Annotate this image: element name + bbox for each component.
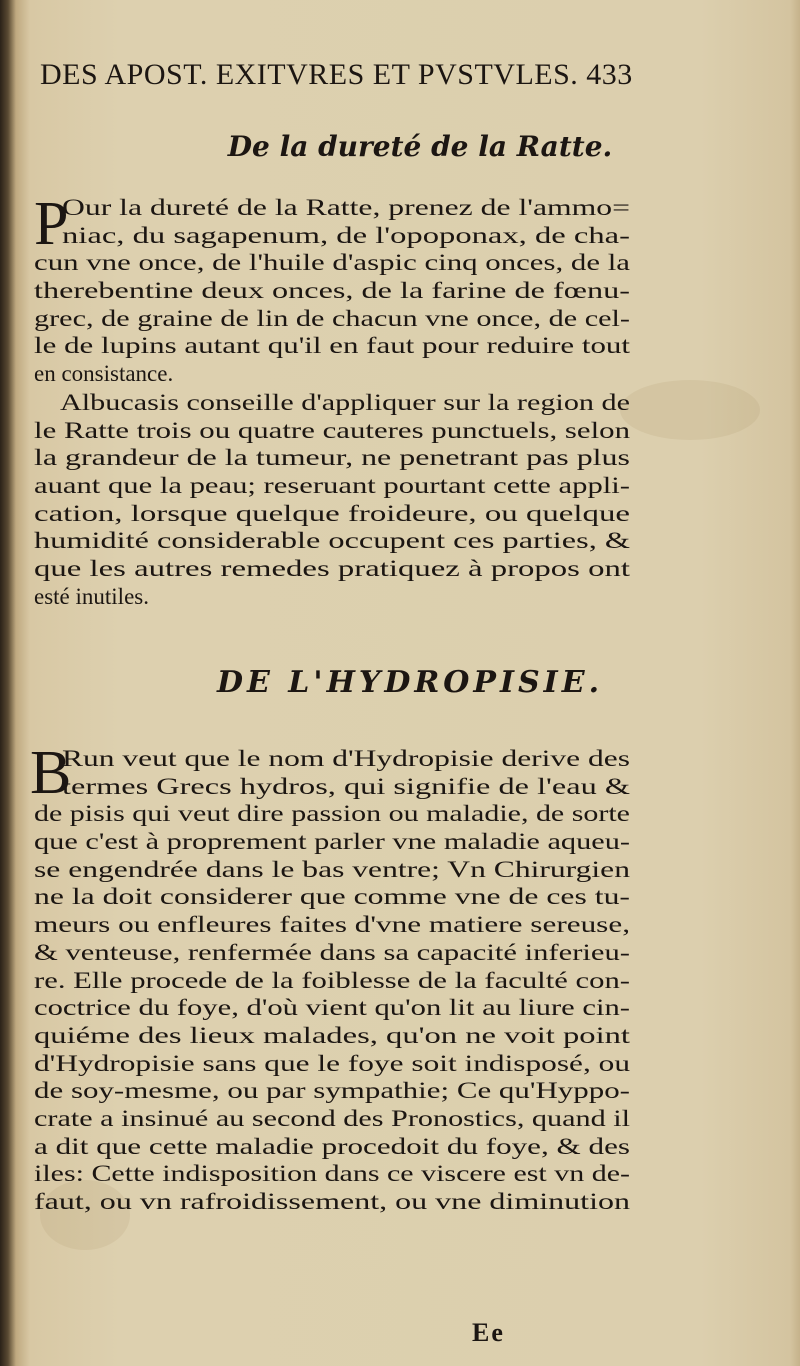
paragraph-albucasis xyxy=(34,389,630,611)
catchword: Ee xyxy=(472,1318,505,1347)
text-line: la grandeur de la tumeur, ne penetrant pas plus xyxy=(34,445,630,471)
text-line: Albucasis conseille d'appliquer sur la region de xyxy=(60,390,630,415)
running-header: DES APOST. EXITVRES ET PVSTVLES. 433 xyxy=(40,58,633,91)
text-line: auant que la peau; reseruant pourtant cette appli- xyxy=(34,473,630,499)
text-line: esté inutiles. xyxy=(34,583,149,609)
text-line: de pisis qui veut dire passion ou maladie, de sorte xyxy=(34,801,630,827)
text-line: crate a insinué au second des Pronostics, quand il xyxy=(34,1105,630,1131)
text-line: grec, de graine de lin de chacun vne once, de cel- xyxy=(34,305,630,331)
text-line: a dit que cette maladie procedoit du foye, & des xyxy=(34,1133,630,1159)
text-line: meurs ou enfleures faites d'vne matiere sereuse, xyxy=(34,912,630,938)
text-line: cation, lorsque quelque froideure, ou quelque xyxy=(34,500,630,526)
text-line: & venteuse, renfermée dans sa capacité inferieu- xyxy=(34,939,630,965)
text-line: de soy-mesme, ou par sympathie; Ce qu'Hyppo- xyxy=(34,1078,630,1104)
text-line: humidité considerable occupent ces parties, & xyxy=(34,528,630,554)
text-line: d'Hydropisie sans que le foye soit indisposé, ou xyxy=(34,1050,630,1076)
paragraph-ratte-recipe xyxy=(34,190,630,388)
drop-cap-p: P xyxy=(34,190,69,258)
text-line: cun vne once, de l'huile d'aspic cinq onces, de la xyxy=(34,250,630,276)
text-line: faut, ou vn rafroidissement, ou vne diminution xyxy=(34,1189,630,1214)
text-line: termes Grecs hydros, qui signifie de l'eau & xyxy=(62,773,630,799)
text-line: le de lupins autant qu'il en faut pour reduire tout xyxy=(34,333,630,359)
text-line: que les autres remedes pratiquez à propos ont xyxy=(34,556,630,582)
text-line: therebentine deux onces, de la farine de fœnu- xyxy=(34,278,630,304)
text-line: ne la doit considerer que comme vne de ces tu- xyxy=(34,884,630,910)
text-line: coctrice du foye, d'où vient qu'on lit au liure cin- xyxy=(34,995,630,1021)
paper-stain xyxy=(620,380,760,440)
text-line: que c'est à proprement parler vne maladie aqueu- xyxy=(34,829,630,855)
drop-cap-b: B xyxy=(30,739,72,807)
text-line: le Ratte trois ou quatre cauteres punctuels, selon xyxy=(34,417,630,443)
text-line: quiéme des lieux malades, qu'on ne voit point xyxy=(34,1022,630,1048)
text-line: se engendrée dans le bas ventre; Vn Chirurgien xyxy=(34,856,630,882)
text-line: niac, du sagapenum, de l'opoponax, de cha- xyxy=(62,222,630,248)
text-line: Run veut que le nom d'Hydropisie derive des xyxy=(62,746,630,771)
paragraph-hydropisie xyxy=(34,745,630,1216)
section-title-ratte: De la dureté de la Ratte. xyxy=(227,130,613,163)
text-line: re. Elle procede de la foiblesse de la faculté con- xyxy=(34,967,630,993)
section-title-hydropisie: DE L'HYDROPISIE. xyxy=(216,665,604,700)
text-line: en consistance. xyxy=(34,361,174,387)
text-line: iles: Cette indisposition dans ce viscere est vn de- xyxy=(34,1161,630,1187)
text-line: Our la dureté de la Ratte, prenez de l'ammo= xyxy=(62,195,630,220)
